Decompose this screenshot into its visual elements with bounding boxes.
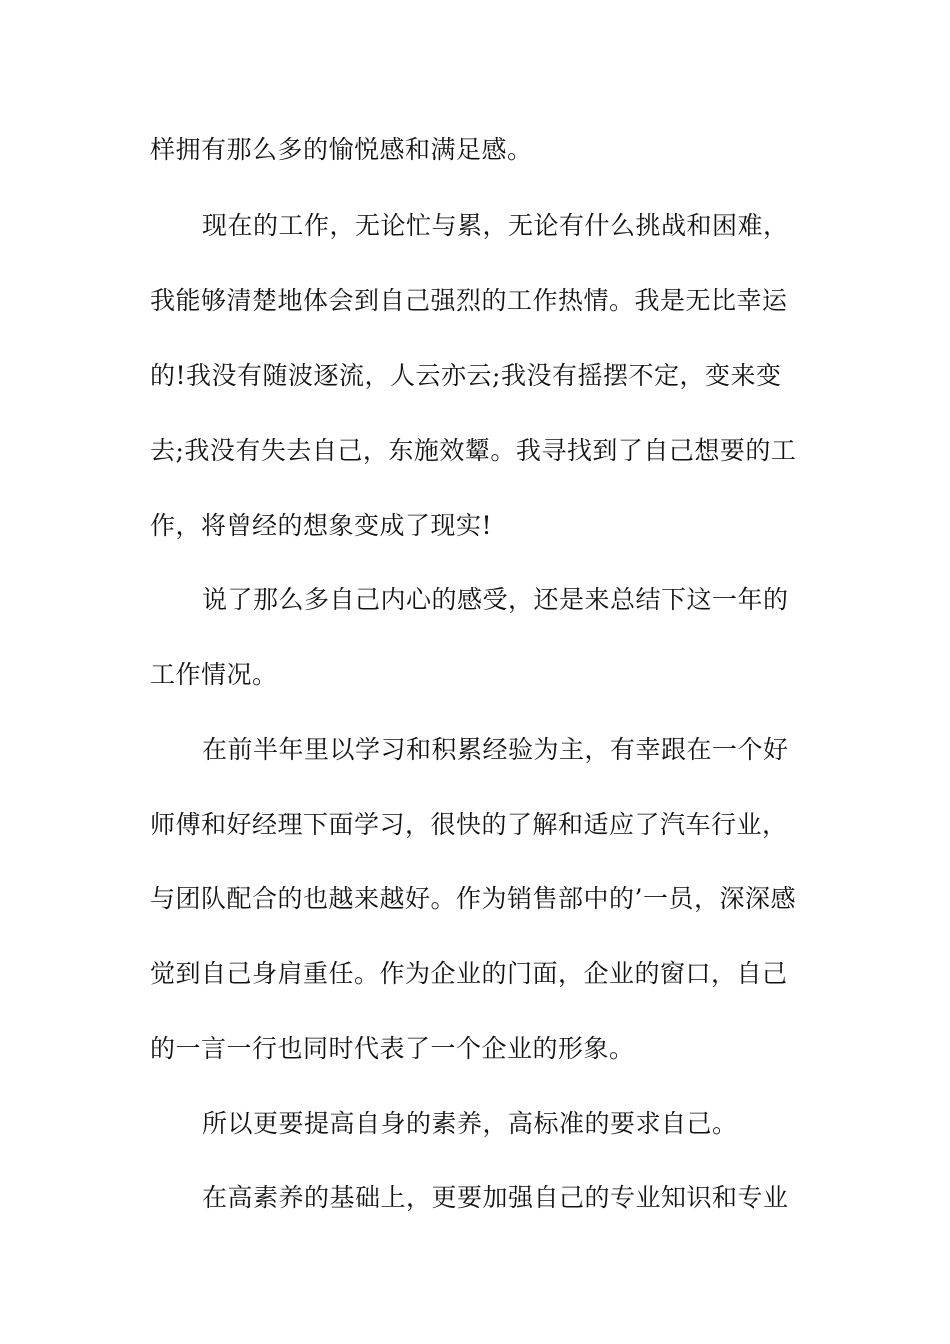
text-line: 的一言一行也同时代表了一个企业的形象。 (150, 1034, 635, 1063)
text-line: 师傅和好经理下面学习，很快的了解和适应了汽车行业， (150, 810, 788, 839)
text-line: 样拥有那么多的愉悦感和满足感。 (150, 135, 533, 164)
text-line: 与团队配合的也越来越好。作为销售部中的’一员，深深感 (150, 884, 796, 913)
paragraph-first-line: 所以更要提高自身的素养，高标准的要求自己。 (202, 1109, 738, 1138)
paragraph-first-line: 说了那么多自己内心的感受，还是来总结下这一年的 (202, 585, 789, 614)
paragraph-first-line: 在前半年里以学习和积累经验为主，有幸跟在一个好 (202, 735, 789, 764)
text-line: 的!我没有随波逐流，人云亦云;我没有摇摆不定，变来变 (150, 361, 782, 390)
text-line: 觉到自己身肩重任。作为企业的门面，企业的窗口，自己 (150, 959, 788, 988)
text-line: 我能够清楚地体会到自己强烈的工作热情。我是无比幸运 (150, 286, 788, 315)
text-line: 工作情况。 (150, 660, 278, 689)
paragraph-first-line: 在高素养的基础上，更要加强自己的专业知识和专业 (202, 1183, 789, 1212)
paragraph-first-line: 现在的工作，无论忙与累，无论有什么挑战和困难， (202, 211, 789, 240)
text-line: 作，将曾经的想象变成了现实! (150, 511, 493, 540)
text-line: 去;我没有失去自己，东施效颦。我寻找到了自己想要的工 (150, 436, 797, 465)
